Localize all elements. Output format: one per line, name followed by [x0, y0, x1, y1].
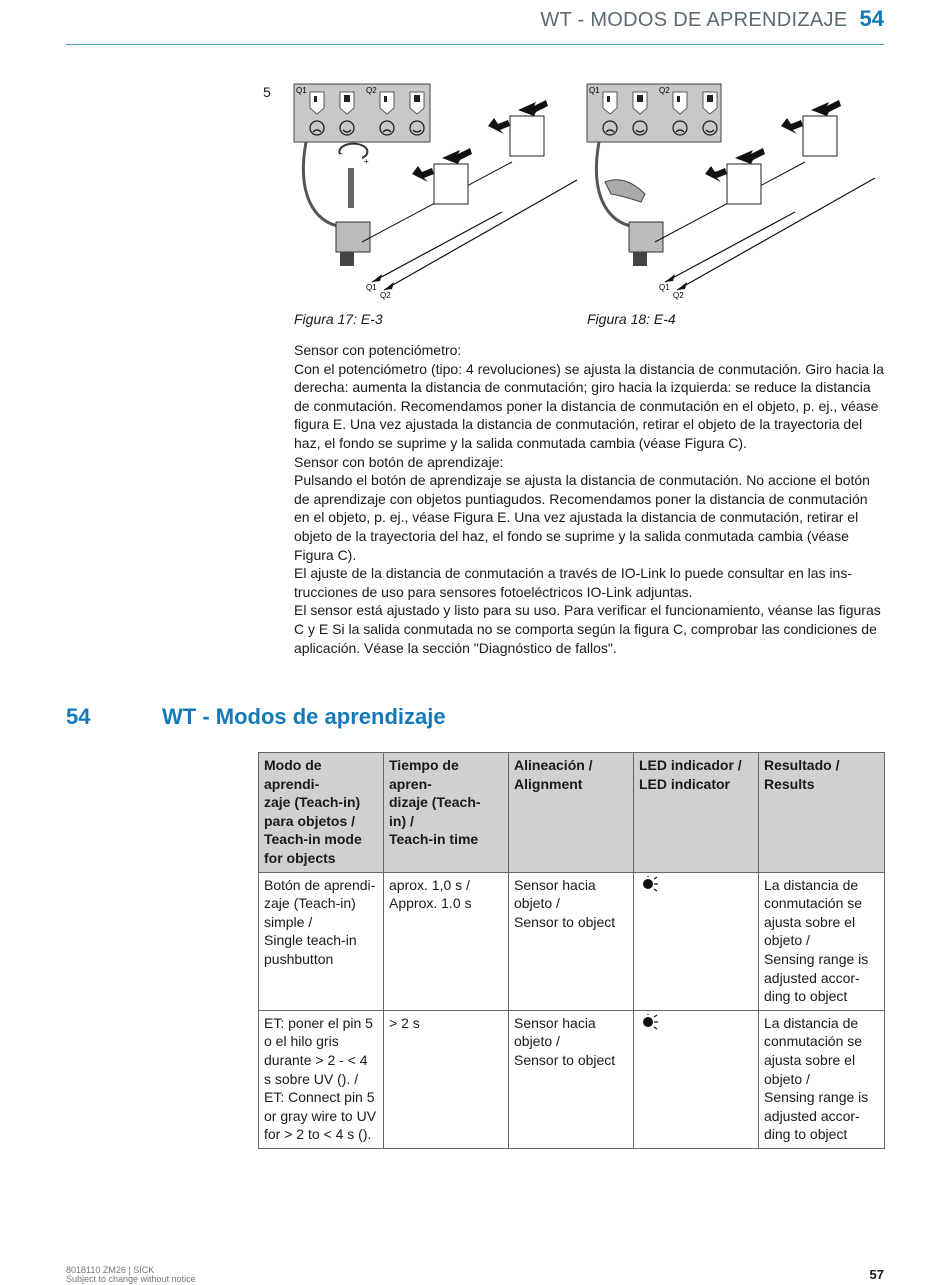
svg-text:+: +	[364, 157, 369, 166]
cell-line: Alignment	[514, 775, 583, 792]
cell-line: conmutación se	[764, 1033, 863, 1050]
cell-line: Sensor to object	[514, 913, 616, 930]
cell-line: o el hilo gris	[264, 1033, 339, 1050]
cell-line: dizaje (Teach-	[389, 794, 481, 811]
cell-line: Alineación /	[514, 757, 593, 773]
cell-alignment	[509, 872, 634, 1010]
led-flashing-icon	[639, 876, 659, 892]
cell-mode	[259, 872, 384, 1010]
cell-line: Botón de aprendi-	[264, 876, 376, 893]
cell-line: Sensor hacia	[514, 1014, 596, 1031]
figure-e3-caption: Figura 17: E-3	[294, 311, 383, 327]
cell-mode	[259, 1010, 384, 1148]
paragraph: El ajuste de la distancia de conmutación a través de IO-Link lo puede consultar en las instrucciones de uso para sensores fotoeléctricos IO-Link adjuntas.	[294, 565, 852, 600]
cell-line: adjusted accor-	[764, 969, 860, 986]
header-result	[759, 753, 885, 873]
table-header-row	[259, 753, 885, 873]
figure-q1-label: Q1	[296, 86, 307, 95]
cell-line: ajusta sobre el	[764, 913, 856, 930]
cell-line: objeto /	[764, 1070, 810, 1087]
figure-q1-label: Q1	[589, 86, 600, 95]
header-time	[384, 753, 509, 873]
cell-line: durante > 2 - < 4	[264, 1051, 368, 1068]
cell-line: Resultado /	[764, 757, 840, 773]
svg-text:Q2: Q2	[673, 291, 684, 300]
header-mode	[259, 753, 384, 873]
cell-led	[634, 1010, 759, 1148]
cell-line: La distancia de	[764, 1014, 859, 1031]
cell-line: ajusta sobre el	[764, 1051, 856, 1068]
paragraph: El sensor está ajustado y listo para su uso. Para verificar el funcionamiento, véanse las figuras C y E Si la salida conmutada no se comporta según la figura C, comprobar las condiciones de aplicación. Véase la sección "Diagnóstico de fallos".	[294, 602, 881, 656]
step-number: 5	[263, 84, 271, 100]
svg-text:Q1: Q1	[659, 283, 670, 292]
cell-result	[759, 872, 885, 1010]
teach-in-table	[258, 752, 885, 1149]
table-row	[259, 872, 885, 1010]
cell-line: ET: Connect pin 5	[264, 1089, 375, 1106]
header-alignment	[509, 753, 634, 873]
cell-line: Results	[764, 775, 815, 792]
cell-line: ding to object	[764, 1126, 848, 1143]
cell-line: simple /	[264, 913, 313, 930]
hand-icon	[605, 180, 645, 202]
header-title: WT - MODOS DE APRENDIZAJE	[540, 9, 848, 31]
footer-doc-id: 8018110 ZM26 | SICK	[66, 1265, 155, 1275]
cell-line: s sobre UV (). /	[264, 1070, 359, 1087]
cell-line: Modo de aprendi-	[264, 757, 322, 792]
paragraph: Con el potenciómetro (tipo: 4 revoluciones) se ajusta la distancia de conmutación. Giro hacia la derecha: aumenta la distancia de conmutación; giro hacia la izquierda: se reduce la distancia de conmutación. Recomendamos poner la distancia de conmutación en el objeto, p. ej., véase figura E. Una vez ajustada la distancia de conmutación, retirar el objeto de la trayectoria del haz, el fondo se suprime y la salida conmutada cambia (véase Figura C).	[294, 360, 884, 451]
page-header	[540, 6, 884, 32]
header-led	[634, 753, 759, 873]
cell-line: conmutación se	[764, 895, 863, 912]
cell-time	[384, 1010, 509, 1148]
cell-line: LED indicator	[639, 775, 731, 792]
cell-line: or gray wire to UV	[264, 1107, 377, 1124]
footer-notice: Subject to change without notice	[66, 1274, 196, 1284]
cell-time	[384, 872, 509, 1010]
cell-line: > 2 s	[389, 1014, 420, 1031]
section-title: WT - Modos de aprendizaje	[162, 704, 446, 729]
cell-line: para objetos /	[264, 812, 356, 829]
cell-alignment	[509, 1010, 634, 1148]
cell-line: aprox. 1,0 s /	[389, 876, 470, 893]
page-number: 57	[869, 1267, 884, 1282]
cell-line: zaje (Teach-in)	[264, 794, 361, 811]
header-rule	[66, 44, 884, 45]
cell-line: Tiempo de apren-	[389, 757, 459, 792]
paragraph: Sensor con botón de aprendizaje:	[294, 453, 504, 470]
cell-line: pushbutton	[264, 950, 334, 967]
cell-line: for > 2 to < 4 s ().	[264, 1126, 372, 1143]
cell-line: in) /	[389, 812, 414, 829]
cell-led	[634, 872, 759, 1010]
figure-e4	[585, 82, 881, 304]
cell-line: objeto /	[514, 1033, 560, 1050]
cell-line: ding to object	[764, 988, 848, 1005]
figure-q2-label: Q2	[366, 86, 377, 95]
led-flashing-icon	[639, 1014, 659, 1030]
cell-line: LED indicador /	[639, 757, 742, 773]
header-chapter-number: 54	[859, 6, 884, 31]
cell-line: adjusted accor-	[764, 1107, 860, 1124]
cell-line: Approx. 1.0 s	[389, 895, 472, 912]
svg-text:Q1: Q1	[366, 283, 377, 292]
cell-line: Sensor hacia	[514, 876, 596, 893]
cell-line: La distancia de	[764, 876, 859, 893]
cell-line: objeto /	[764, 932, 810, 949]
figure-e3	[292, 82, 588, 304]
section-number: 54	[66, 704, 91, 729]
footer-info	[66, 1266, 196, 1284]
cell-result	[759, 1010, 885, 1148]
cell-line: zaje (Teach-in)	[264, 895, 356, 912]
screwdriver-icon	[348, 168, 354, 208]
cell-line: Teach-in mode	[264, 831, 362, 848]
cell-line: Sensing range is	[764, 950, 869, 967]
cell-line: for objects	[264, 849, 336, 866]
cell-line: objeto /	[514, 895, 560, 912]
svg-text:-: -	[340, 149, 343, 158]
paragraph: Sensor con potenciómetro:	[294, 342, 462, 358]
instructions-text	[294, 341, 884, 657]
cell-line: Single teach-in	[264, 932, 357, 949]
table-row	[259, 1010, 885, 1148]
figure-q2-label: Q2	[659, 86, 670, 95]
cell-line: Teach-in time	[389, 831, 479, 848]
paragraph: Pulsando el botón de aprendizaje se ajusta la distancia de conmutación. No accione el botón de aprendizaje con objetos puntiagudos. Recomendamos poner la distancia de conmutación en el objeto, p. ej., véase Figura E. Una vez ajustada la distancia de conmutación, retirar el objeto de la trayectoria del haz, el fondo se suprime y la salida conmutada cambia (véase Figura C).	[294, 472, 870, 563]
cell-line: ET: poner el pin 5	[264, 1014, 373, 1031]
cell-line: Sensing range is	[764, 1089, 869, 1106]
figure-e4-caption: Figura 18: E-4	[587, 311, 676, 327]
svg-text:Q2: Q2	[380, 291, 391, 300]
cell-line: Sensor to object	[514, 1051, 616, 1068]
